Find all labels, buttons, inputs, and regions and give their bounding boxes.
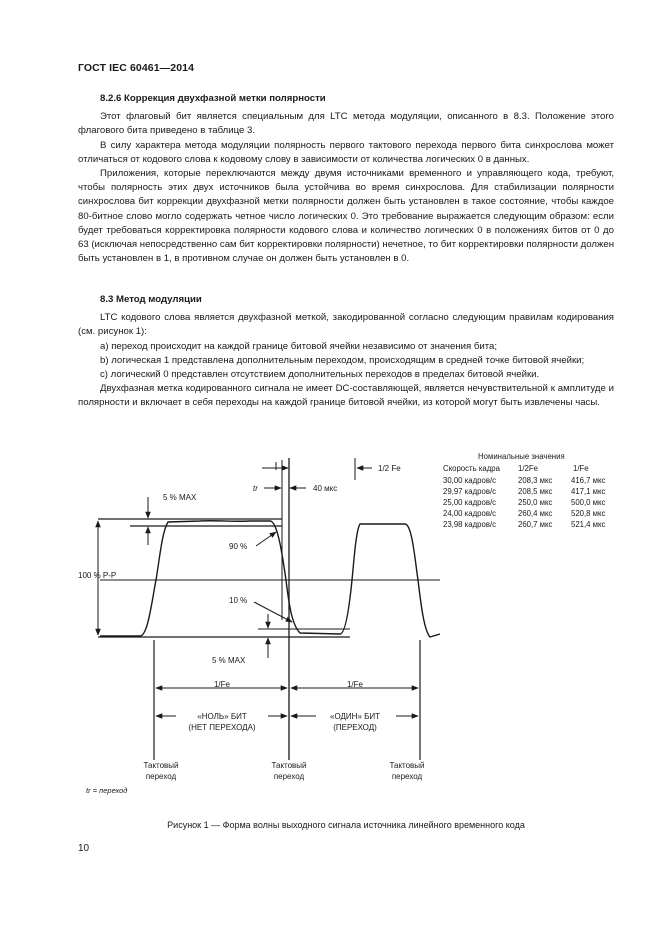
- section-8-2-6: [78, 92, 614, 266]
- tr-note: tr = переход: [86, 786, 128, 795]
- table-title: Номинальные значения: [478, 452, 565, 461]
- page-number: 10: [78, 843, 90, 854]
- table-cell: 417,1 мкс: [571, 487, 606, 496]
- table-cell: 250,0 мкс: [518, 498, 553, 507]
- one-bit-sublabel: (ПЕРЕХОД): [333, 723, 377, 732]
- waveform-trace: [100, 521, 440, 637]
- p90-leader: [256, 532, 276, 546]
- table-cell: 416,7 мкс: [571, 476, 606, 485]
- clock-label: переход: [391, 772, 423, 781]
- clock-label: переход: [273, 772, 305, 781]
- list-item: c) логический 0 представлен отсутствием дополнительных переходов в пределах битовой ячейки.: [100, 369, 540, 381]
- fe-left-label: 1/Fe: [213, 680, 231, 689]
- table-cell: 25,00 кадров/с: [443, 498, 497, 507]
- paragraph: Этот флаговый бит является специальным для LTC метода модуляции, описанного в 8.3. Положение этого флагового бита приведено в таблице 3.: [78, 111, 614, 137]
- clock-label: Тактовый: [271, 761, 307, 770]
- max5-bottom-label: 5 % MAX: [212, 656, 246, 665]
- document-header: ГОСТ IEC 60461—2014: [78, 62, 195, 74]
- paragraph: LTC кодового слова является двухфазной меткой, закодированной согласно следующим правилам кодирования (см. рисунок 1):: [78, 312, 614, 338]
- table-cell: 23,98 кадров/с: [443, 520, 497, 529]
- fe-right-label: 1/Fe: [346, 680, 364, 689]
- figure-caption: Рисунок 1 — Форма волны выходного сигнала источника линейного временного кода: [167, 820, 525, 830]
- clock-label: Тактовый: [143, 761, 179, 770]
- section-8-2-6-heading: 8.2.6 Коррекция двухфазной метки полярности: [100, 93, 326, 104]
- paragraph: В силу характера метода модуляции полярность первого тактового перехода первого бита синхрослова может отличаться от кодового слова к кодовому слову в зависимости от количества логических 0 в данных.: [78, 139, 614, 165]
- table-header: 1/2Fe: [518, 464, 538, 473]
- table-cell: 24,00 кадров/с: [443, 509, 497, 518]
- section-8-3-heading: 8.3 Метод модуляции: [100, 294, 202, 305]
- table-cell: 208,3 мкс: [518, 476, 553, 485]
- tr-label: tr: [253, 484, 258, 493]
- list-item: a) переход происходит на каждой границе битовой ячейки независимо от значения бита;: [100, 340, 498, 352]
- waveform-figure: [78, 452, 618, 802]
- table-cell: 260,4 мкс: [518, 509, 553, 518]
- p90-label: 90 %: [229, 542, 248, 551]
- pp100-label: 100 % P-P: [78, 571, 117, 580]
- table-cell: 260,7 мкс: [518, 520, 553, 529]
- table-cell: 520,8 мкс: [571, 509, 606, 518]
- list-item: b) логическая 1 представлена дополнительным переходом, происходящим в средней точке битовой ячейки;: [100, 354, 585, 366]
- zero-bit-label: «НОЛЬ» БИТ: [197, 712, 247, 721]
- half-fe-label: 1/2 Fe: [378, 464, 401, 473]
- us40-label: 40 мкс: [313, 484, 338, 493]
- clock-label: переход: [145, 772, 177, 781]
- table-cell: 30,00 кадров/с: [443, 476, 497, 485]
- p10-label: 10 %: [229, 596, 248, 605]
- paragraph: Двухфазная метка кодированного сигнала не имеет DC-составляющей, является нечувствительной к амплитуде и полярности и включает в себя переходы на каждой границе битовой ячейки, из которой могут быть извлечены часы.: [78, 383, 614, 409]
- one-bit-label: «ОДИН» БИТ: [330, 712, 380, 721]
- table-header: 1/Fe: [573, 464, 589, 473]
- table-cell: 500,0 мкс: [571, 498, 606, 507]
- section-8-3: [78, 293, 614, 411]
- table-header: Скорость кадра: [443, 464, 500, 473]
- max5-top-label: 5 % MAX: [163, 493, 197, 502]
- table-cell: 208,5 мкс: [518, 487, 553, 496]
- table-cell: 521,4 мкс: [571, 520, 606, 529]
- nominal-values-table: [443, 452, 606, 529]
- clock-label: Тактовый: [389, 761, 425, 770]
- zero-bit-sublabel: (НЕТ ПЕРЕХОДА): [188, 723, 256, 732]
- paragraph: Приложения, которые переключаются между двумя источниками временного и управляющего кода, требуют, чтобы полярность этих двух источников была устойчива во время синхрослова. Для стабилизации полярности синхрослова бит коррекции двухфазной метки полярности должен быть установлен в такое состояние, чтобы каждое 80-битное слово могло содержать четное число логических 0. Это требование выражается следующим образом: если будет требоваться корректировка полярности кодового слова и количество логических 0 в положениях битов от 0 до 63 (исключая непосредственно сам бит корректировки полярности) нечетное, то бит корректировки полярности должен быть установлен в 1, в противном случае он должен быть установлен в 0.: [78, 168, 614, 265]
- table-cell: 29,97 кадров/с: [443, 487, 497, 496]
- p10-leader: [254, 602, 292, 622]
